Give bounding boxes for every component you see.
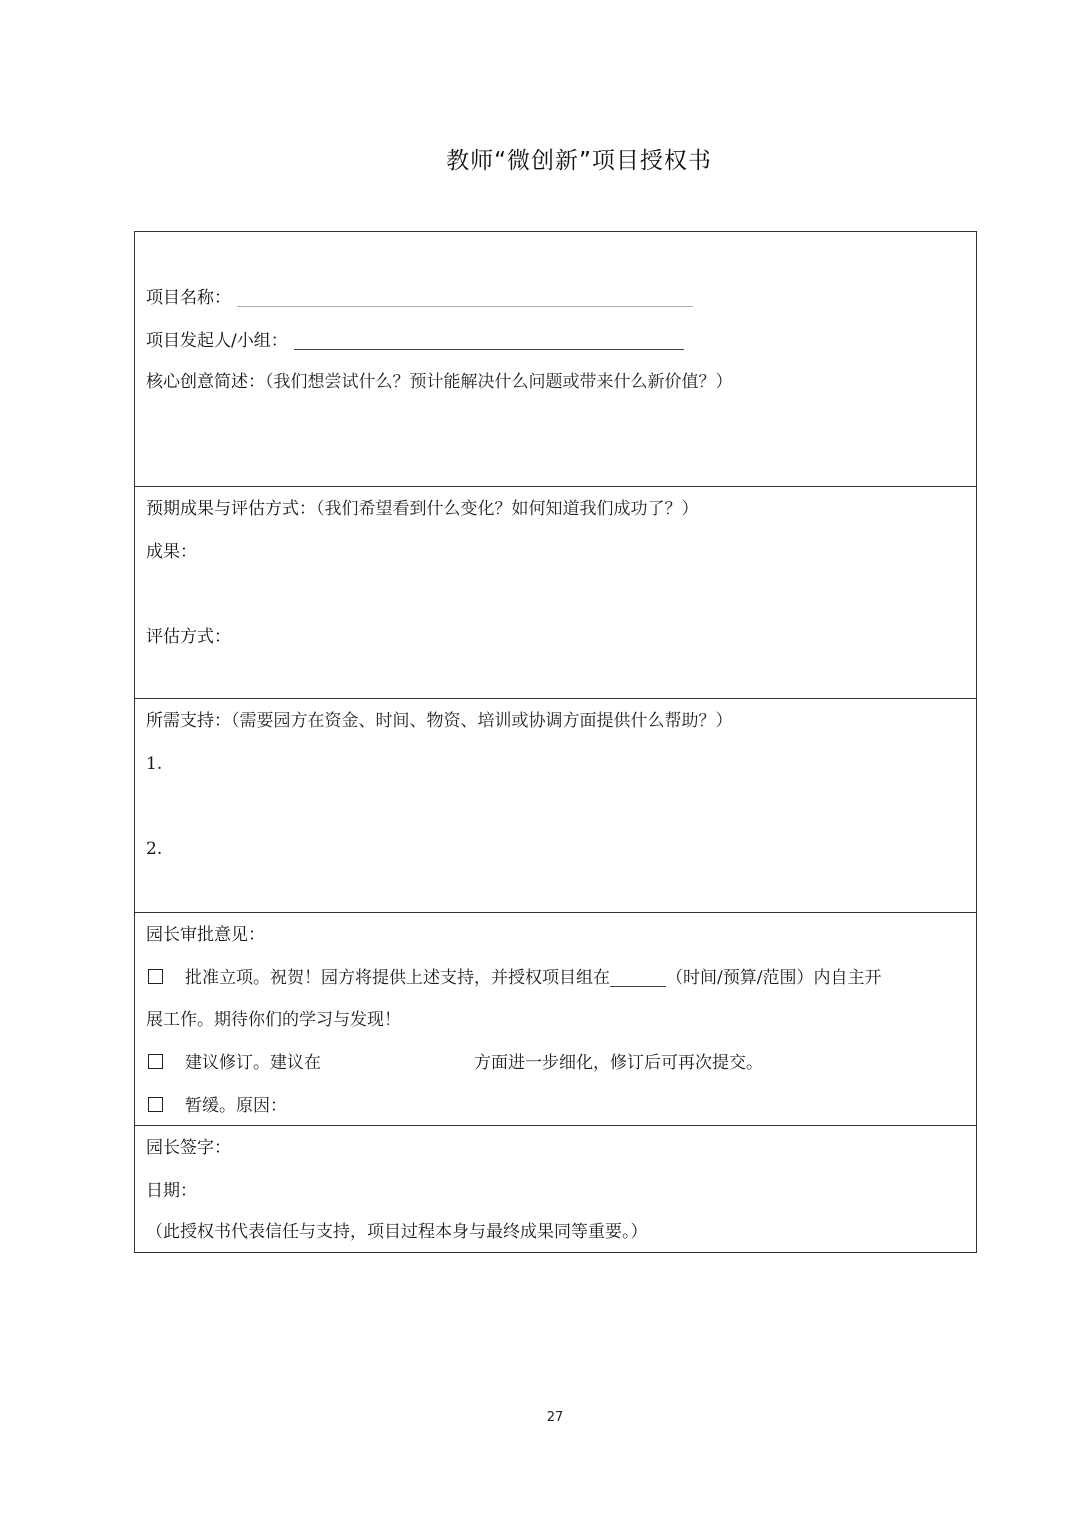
outcome-label: 预期成果与评估方式：	[146, 499, 316, 519]
postpone-option-text: 暂缓。原因：	[185, 1096, 287, 1116]
approve-option-continued: 展工作。期待你们的学习与发现！	[146, 1010, 401, 1030]
evaluation-row	[146, 629, 231, 646]
page-title: 教师“微创新”项目授权书	[446, 148, 712, 174]
outcome-heading-row	[146, 501, 699, 518]
project-info-cell	[135, 232, 977, 487]
result-label: 成果：	[146, 542, 197, 562]
support-cell	[135, 699, 977, 913]
outcome-hint: （我们希望看到什么变化？如何知道我们成功了？）	[316, 499, 699, 519]
core-idea-row	[146, 374, 733, 391]
approve-option-row	[148, 969, 881, 987]
approval-label: 园长审批意见：	[146, 925, 265, 945]
postpone-checkbox[interactable]	[148, 1097, 163, 1112]
page-number: 27	[546, 1410, 564, 1425]
approval-heading-row	[146, 927, 265, 944]
signature-row	[146, 1140, 231, 1157]
project-name-field[interactable]	[237, 288, 693, 307]
result-row	[146, 544, 197, 561]
core-idea-hint: （我们想尝试什么？预计能解决什么问题或带来什么新价值？）	[265, 372, 733, 392]
date-label: 日期：	[146, 1181, 197, 1201]
project-name-row	[146, 288, 693, 307]
postpone-option-row	[148, 1097, 287, 1115]
date-row	[146, 1183, 197, 1200]
authorization-note: （此授权书代表信任与支持，项目过程本身与最终成果同等重要。）	[146, 1222, 648, 1242]
support-item-1: 1.	[146, 754, 163, 774]
project-initiator-row	[146, 331, 684, 350]
project-name-label: 项目名称：	[146, 288, 231, 308]
signature-label: 园长签字：	[146, 1138, 231, 1158]
approve-option-text-2: （时间/预算/范围）内自主开	[666, 968, 882, 988]
approval-cell	[135, 913, 977, 1126]
revise-checkbox[interactable]	[148, 1054, 163, 1069]
support-heading-row	[146, 713, 733, 730]
approve-option-text-1: 批准立项。祝贺！园方将提供上述支持，并授权项目组在	[185, 968, 610, 988]
outcome-cell	[135, 487, 977, 699]
support-hint: （需要园方在资金、时间、物资、培训或协调方面提供什么帮助？）	[231, 711, 733, 731]
revise-option-row	[148, 1054, 763, 1072]
support-item-2: 2.	[146, 839, 163, 859]
approve-scope-blank[interactable]	[610, 970, 666, 987]
revise-option-text-1: 建议修订。建议在	[185, 1053, 321, 1073]
project-initiator-field[interactable]	[294, 331, 684, 350]
evaluation-label: 评估方式：	[146, 627, 231, 647]
support-label: 所需支持：	[146, 711, 231, 731]
authorization-form-table	[134, 231, 977, 1253]
signature-cell	[135, 1126, 977, 1253]
approve-checkbox[interactable]	[148, 969, 163, 984]
core-idea-label: 核心创意简述：	[146, 372, 265, 392]
project-initiator-label: 项目发起人/小组：	[146, 331, 288, 351]
revise-option-text-2: 方面进一步细化，修订后可再次提交。	[474, 1053, 763, 1073]
